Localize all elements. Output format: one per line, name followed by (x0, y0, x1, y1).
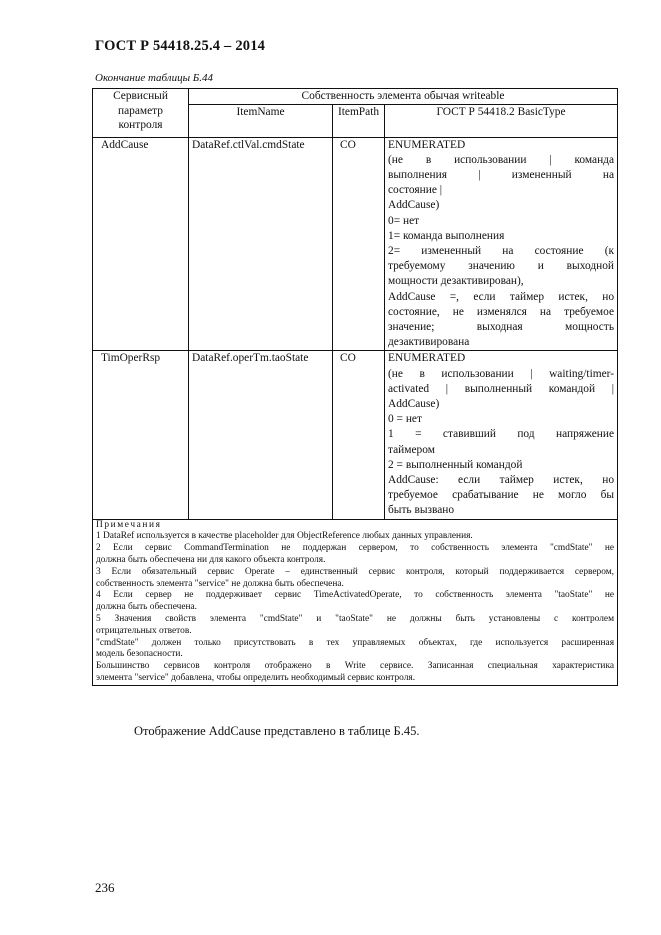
basictype-line: мощности дезактивирован), (388, 275, 524, 288)
cell-itempath: CO (333, 351, 385, 519)
basictype-line: AddCause: если таймер истек, но (388, 473, 615, 486)
table-header-row-1 (93, 89, 618, 105)
basictype-line: ENUMERATED (388, 352, 466, 365)
note-line: элемента "service" добавлена, чтобы определить необходимый сервис контроля. (96, 672, 416, 683)
page-number: 236 (95, 880, 115, 895)
note-line: должна быть обеспечена. (96, 602, 198, 613)
cell-itemname: DataRef.ctlVal.cmdState (189, 137, 333, 351)
header-service-line: контроля (118, 119, 163, 131)
cell-service: AddCause (93, 137, 189, 351)
notes-cell (93, 519, 618, 685)
basictype-line: быть вызвано (388, 504, 455, 517)
cell-service: TimOperRsp (93, 351, 189, 519)
basictype-line: AddCause) (388, 397, 440, 410)
basictype-line: (не в использовании | команда (388, 153, 615, 166)
note-line: модель безопасности. (96, 649, 183, 660)
basictype-line: AddCause =, если таймер истек, но (388, 290, 615, 303)
cell-itemname: DataRef.operTm.taoState (189, 351, 333, 519)
basictype-line: AddCause) (388, 199, 440, 212)
basictype-line: требуемое срабатывание не могло бы (388, 489, 615, 502)
basictype-line: 1= команда выполнения (388, 229, 505, 242)
note-line: "cmdState" должен только присутствовать в тех управляемых объектах, где используется расширенная (96, 637, 615, 648)
basictype-line: 0= нет (388, 214, 420, 227)
basictype-line: ENUMERATED (388, 138, 466, 151)
table-row (93, 137, 618, 351)
basictype-line: требуемому значению и выходной (388, 260, 615, 273)
basictype-line: activated | выполненный командой | (388, 382, 615, 395)
table-row (93, 351, 618, 519)
basictype-line: состояние | (388, 184, 443, 197)
header-service-line: параметр (118, 104, 163, 117)
note-line: Большинство сервисов контроля отображено в Write сервисе. Записанная специальная характеристика (96, 661, 615, 672)
note-line: 1 DataRef используется в качестве placeholder для ObjectReference любых данных управления. (96, 531, 473, 542)
basictype-line: состояние, не изменялся на требуемое (388, 305, 615, 318)
body-paragraph: Отображение AddCause представлено в таблице Б.45. (134, 724, 420, 738)
basictype-line: значение; выходная мощность (388, 320, 615, 333)
basictype-line: 1 = ставивший под напряжение (388, 428, 615, 441)
notes-row (93, 519, 618, 685)
header-itempath: ItemPath (333, 104, 385, 137)
basictype-line: (не в использовании | waiting/timer- (388, 367, 615, 380)
basictype-line: 2= измененный на состояние (к (388, 244, 615, 257)
basictype-line: выполнения | измененный на (388, 168, 615, 181)
note-line: 3 Если обязательный сервис Operate – единственный сервис контроля, который поддерживается сервером, (96, 566, 615, 577)
header-group: Собственность элемента обычая writeable (189, 89, 618, 105)
cell-basictype (385, 351, 618, 519)
header-basictype: ГОСТ Р 54418.2 BasicType (385, 104, 618, 137)
header-itemname: ItemName (189, 104, 333, 137)
basictype-line: 2 = выполненный командой (388, 458, 523, 471)
basictype-line: таймером (388, 443, 435, 456)
basictype-line: дезактивирована (388, 336, 470, 349)
note-line: собственность элемента "service" не должна быть обеспечена. (96, 578, 344, 589)
basictype-line: 0 = нет (388, 413, 422, 426)
note-line: отрицательных ответов. (96, 625, 192, 636)
notes-title: Примечания (96, 519, 162, 530)
note-line: 2 Если сервис CommandTermination не поддержан сервером, то собственность элемента "cmdState" не (96, 543, 615, 554)
mapping-table (92, 88, 618, 686)
table-caption: Окончание таблицы Б.44 (95, 72, 214, 84)
note-line: 5 Значения свойств элемента "cmdState" и "taoState" не должны быть установлены с контролем (96, 613, 615, 624)
note-line: 4 Если сервер не поддерживает сервис TimeActivatedOperate, то собственность элемента "taoState" не (96, 590, 615, 601)
cell-itempath: CO (333, 137, 385, 351)
note-line: должна быть обеспечена ни для какого объекта контроля. (96, 554, 326, 565)
header-service-param (93, 89, 189, 138)
header-service-line: Сервисный (113, 90, 168, 102)
document-header: ГОСТ Р 54418.25.4 – 2014 (95, 38, 266, 54)
cell-basictype (385, 137, 618, 351)
